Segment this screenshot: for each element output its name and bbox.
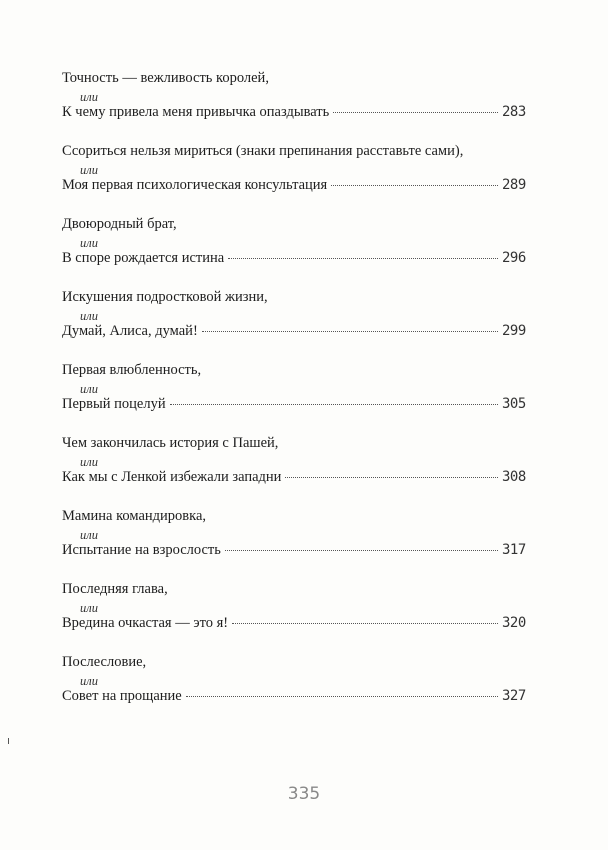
dot-leader (285, 473, 498, 478)
entry-line (62, 323, 532, 340)
dot-leader (186, 692, 498, 697)
margin-mark (8, 738, 9, 744)
entry-separator: или (80, 455, 98, 469)
table-of-contents (62, 62, 532, 719)
dot-leader (333, 108, 498, 113)
entry-subtitle: Моя первая психологическая консультация (62, 177, 328, 193)
entry-line (62, 615, 532, 632)
toc-entry (62, 208, 532, 281)
toc-entry (62, 427, 532, 500)
entry-page-number: 305 (502, 396, 526, 412)
dot-leader (331, 181, 498, 186)
entry-title: Чем закончилась история с Пашей, (62, 435, 279, 451)
entry-subtitle: Первый поцелуй (62, 396, 166, 412)
entry-page-number: 299 (502, 323, 526, 339)
dot-leader (228, 254, 498, 259)
entry-separator: или (80, 163, 98, 177)
entry-title: Послесловие, (62, 654, 147, 670)
toc-entry (62, 646, 532, 719)
page-number: 335 (287, 784, 321, 804)
entry-line (62, 688, 532, 705)
entry-subtitle: К чему привела меня привычка опаздывать (62, 104, 330, 120)
entry-separator: или (80, 674, 98, 688)
entry-separator: или (80, 382, 98, 396)
entry-subtitle: Думай, Алиса, думай! (62, 323, 198, 339)
entry-page-number: 296 (502, 250, 526, 266)
entry-page-number: 320 (502, 615, 526, 631)
entry-title: Ссориться нельзя мириться (знаки препинания расставьте сами), (62, 143, 464, 159)
entry-separator: или (80, 601, 98, 615)
entry-subtitle: Вредина очкастая — это я! (62, 615, 229, 631)
entry-page-number: 317 (502, 542, 526, 558)
entry-line (62, 250, 532, 267)
entry-title: Первая влюбленность, (62, 362, 202, 378)
dot-leader (202, 327, 498, 332)
toc-entry (62, 135, 532, 208)
entry-page-number: 283 (502, 104, 526, 120)
entry-subtitle: Как мы с Ленкой избежали западни (62, 469, 282, 485)
toc-entry (62, 281, 532, 354)
entry-subtitle: Испытание на взрослость (62, 542, 221, 558)
entry-subtitle: Совет на прощание (62, 688, 182, 704)
entry-page-number: 308 (502, 469, 526, 485)
entry-title: Последняя глава, (62, 581, 168, 597)
dot-leader (225, 546, 498, 551)
entry-line (62, 177, 532, 194)
entry-separator: или (80, 528, 98, 542)
entry-line (62, 396, 532, 413)
entry-line (62, 469, 532, 486)
entry-separator: или (80, 309, 98, 323)
entry-title: Мамина командировка, (62, 508, 207, 524)
dot-leader (170, 400, 498, 405)
entry-page-number: 289 (502, 177, 526, 193)
toc-entry (62, 573, 532, 646)
toc-entry (62, 500, 532, 573)
entry-title: Точность — вежливость королей, (62, 70, 269, 86)
entry-page-number: 327 (502, 688, 526, 704)
toc-entry (62, 62, 532, 135)
toc-entry (62, 354, 532, 427)
entry-line (62, 104, 532, 121)
entry-separator: или (80, 236, 98, 250)
entry-title: Искушения подростковой жизни, (62, 289, 268, 305)
entry-subtitle: В споре рождается истина (62, 250, 225, 266)
entry-separator: или (80, 90, 98, 104)
entry-title: Двоюродный брат, (62, 216, 177, 232)
entry-line (62, 542, 532, 559)
dot-leader (232, 619, 498, 624)
